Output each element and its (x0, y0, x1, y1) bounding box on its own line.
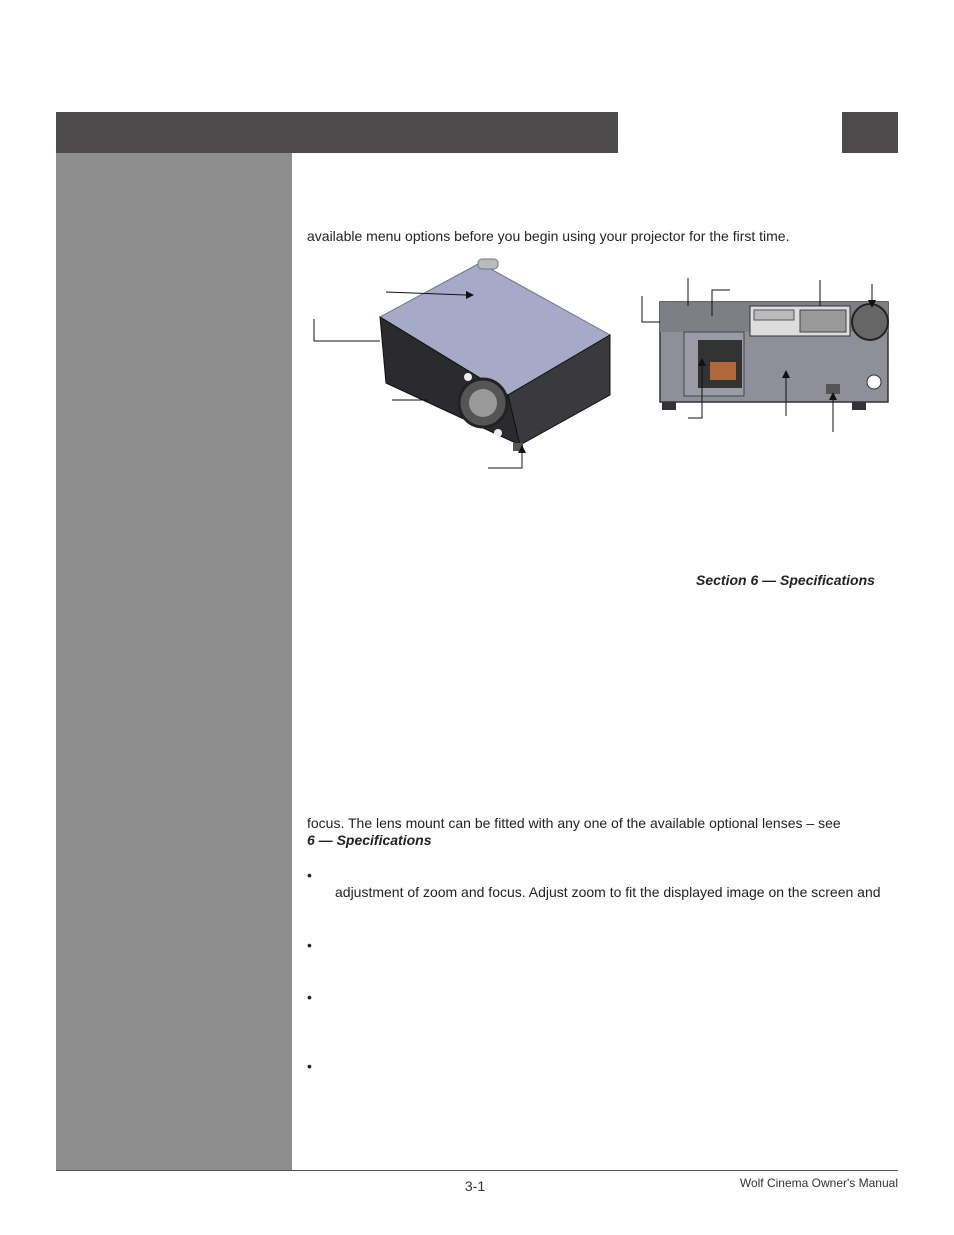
projector-rear-view-figure (640, 276, 892, 434)
left-sidebar (56, 153, 292, 1170)
bullet-2: • (307, 937, 312, 953)
bullet-3: • (307, 989, 312, 1005)
page-number: 3-1 (464, 1178, 486, 1194)
bullet-4: • (307, 1058, 312, 1074)
bullet-1: • (307, 867, 312, 883)
header-section-tab (842, 112, 898, 153)
footer-rule (56, 1170, 898, 1171)
intro-text: available menu options before you begin using your projector for the first time. (307, 228, 790, 244)
lens-specifications-reference: 6 — Specifications (307, 832, 432, 848)
manual-title: Wolf Cinema Owner's Manual (739, 1176, 898, 1190)
projector-front-view-figure (308, 255, 620, 475)
specifications-reference: Section 6 — Specifications (696, 572, 875, 588)
cooling-fan (852, 304, 888, 340)
header-bar (56, 112, 618, 153)
bullet-1-text: adjustment of zoom and focus. Adjust zoom to fit the displayed image on the screen and (335, 884, 881, 900)
lens-mount-text: focus. The lens mount can be fitted with any one of the available optional lenses – see (307, 815, 841, 831)
